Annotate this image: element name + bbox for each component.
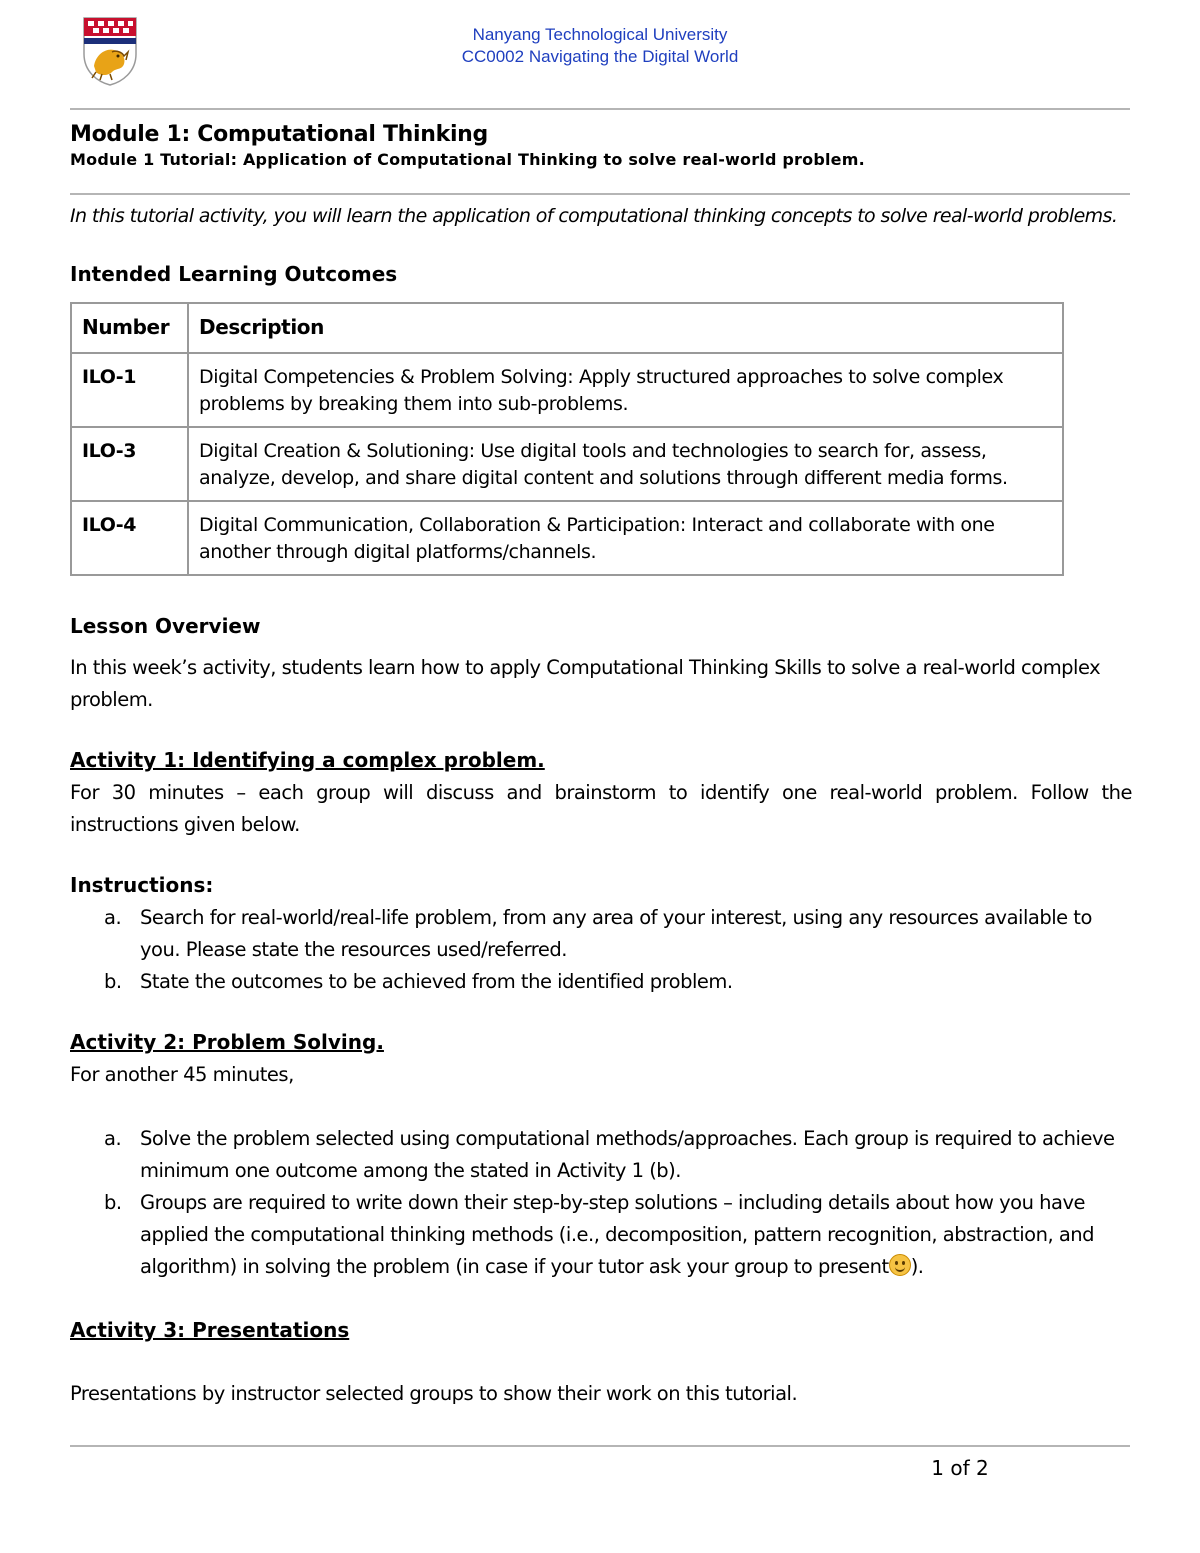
list-item-text: Groups are required to write down their step-by-step solutions – including details about how you have applied the computational thinking methods (i.e., decomposition, pattern recognition, abstraction, and algorithm) in solving the problem (in case if your tutor ask your group to present	[140, 1191, 1095, 1278]
ilo-description: Digital Communication, Collaboration & Participation: Interact and collaborate with one another through digital platforms/channels.	[188, 501, 1063, 575]
table-row	[71, 353, 1063, 427]
document-header	[0, 24, 1200, 68]
list-item-text-end: ).	[910, 1255, 924, 1278]
intro-text: In this tutorial activity, you will learn the application of computational thinking concepts to solve real-world problems.	[70, 205, 1118, 227]
activity1-heading: Activity 1: Identifying a complex problem.	[70, 748, 545, 772]
list-item	[104, 902, 1132, 966]
ilo-heading: Intended Learning Outcomes	[70, 262, 398, 286]
overview-heading: Lesson Overview	[70, 614, 261, 638]
university-name: Nanyang Technological University	[472, 25, 728, 44]
course-name: CC0002 Navigating the Digital World	[461, 47, 739, 66]
list-marker: b.	[104, 970, 122, 993]
activity2-heading: Activity 2: Problem Solving.	[70, 1030, 384, 1054]
activity3-heading: Activity 3: Presentations	[70, 1318, 350, 1342]
list-marker: a.	[104, 906, 122, 929]
list-marker: a.	[104, 1127, 122, 1150]
footer-divider	[70, 1445, 1130, 1447]
ilo-number: ILO-3	[71, 427, 188, 501]
list-item-text: Search for real-world/real-life problem, from any area of your interest, using any resources available to you. Please state the resources used/referred.	[140, 906, 1092, 961]
activity3-text: Presentations by instructor selected groups to show their work on this tutorial.	[70, 1382, 798, 1405]
ilo-description: Digital Competencies & Problem Solving: Apply structured approaches to solve complex problems by breaking them into sub-problems.	[188, 353, 1063, 427]
list-item	[104, 1187, 1132, 1283]
list-item-text: Solve the problem selected using computational methods/approaches. Each group is required to achieve minimum one outcome among the stated in Activity 1 (b).	[140, 1127, 1115, 1182]
ilo-column-description: Description	[188, 303, 1063, 353]
smiley-face-icon	[889, 1254, 911, 1276]
list-item	[104, 1123, 1132, 1187]
module-title: Module 1: Computational Thinking	[70, 122, 488, 147]
page-number: 1 of 2	[931, 1456, 989, 1480]
ilo-column-number: Number	[71, 303, 188, 353]
list-item	[104, 966, 1132, 998]
list-marker: b.	[104, 1191, 122, 1214]
activity2-text: For another 45 minutes,	[70, 1063, 294, 1086]
table-row	[71, 427, 1063, 501]
instructions-list	[70, 902, 1132, 998]
instructions-heading: Instructions:	[70, 873, 214, 897]
overview-text: In this week’s activity, students learn how to apply Computational Thinking Skills to solve a real-world complex problem.	[70, 656, 1101, 711]
list-item-text: State the outcomes to be achieved from the identified problem.	[140, 970, 733, 993]
header-divider	[70, 108, 1130, 110]
ilo-number: ILO-1	[71, 353, 188, 427]
ilo-number: ILO-4	[71, 501, 188, 575]
activity2-list	[70, 1123, 1132, 1283]
table-row	[71, 501, 1063, 575]
ilo-table	[70, 302, 1064, 576]
ilo-description: Digital Creation & Solutioning: Use digital tools and technologies to search for, assess, analyze, develop, and share digital content and solutions through different media forms.	[188, 427, 1063, 501]
activity1-text: For 30 minutes – each group will discuss and brainstorm to identify one real-world problem. Follow the instructions given below.	[70, 781, 1132, 836]
module-subtitle: Module 1 Tutorial: Application of Computational Thinking to solve real-world problem.	[70, 150, 865, 169]
title-divider	[70, 193, 1130, 195]
ilo-table-header-row	[71, 303, 1063, 353]
